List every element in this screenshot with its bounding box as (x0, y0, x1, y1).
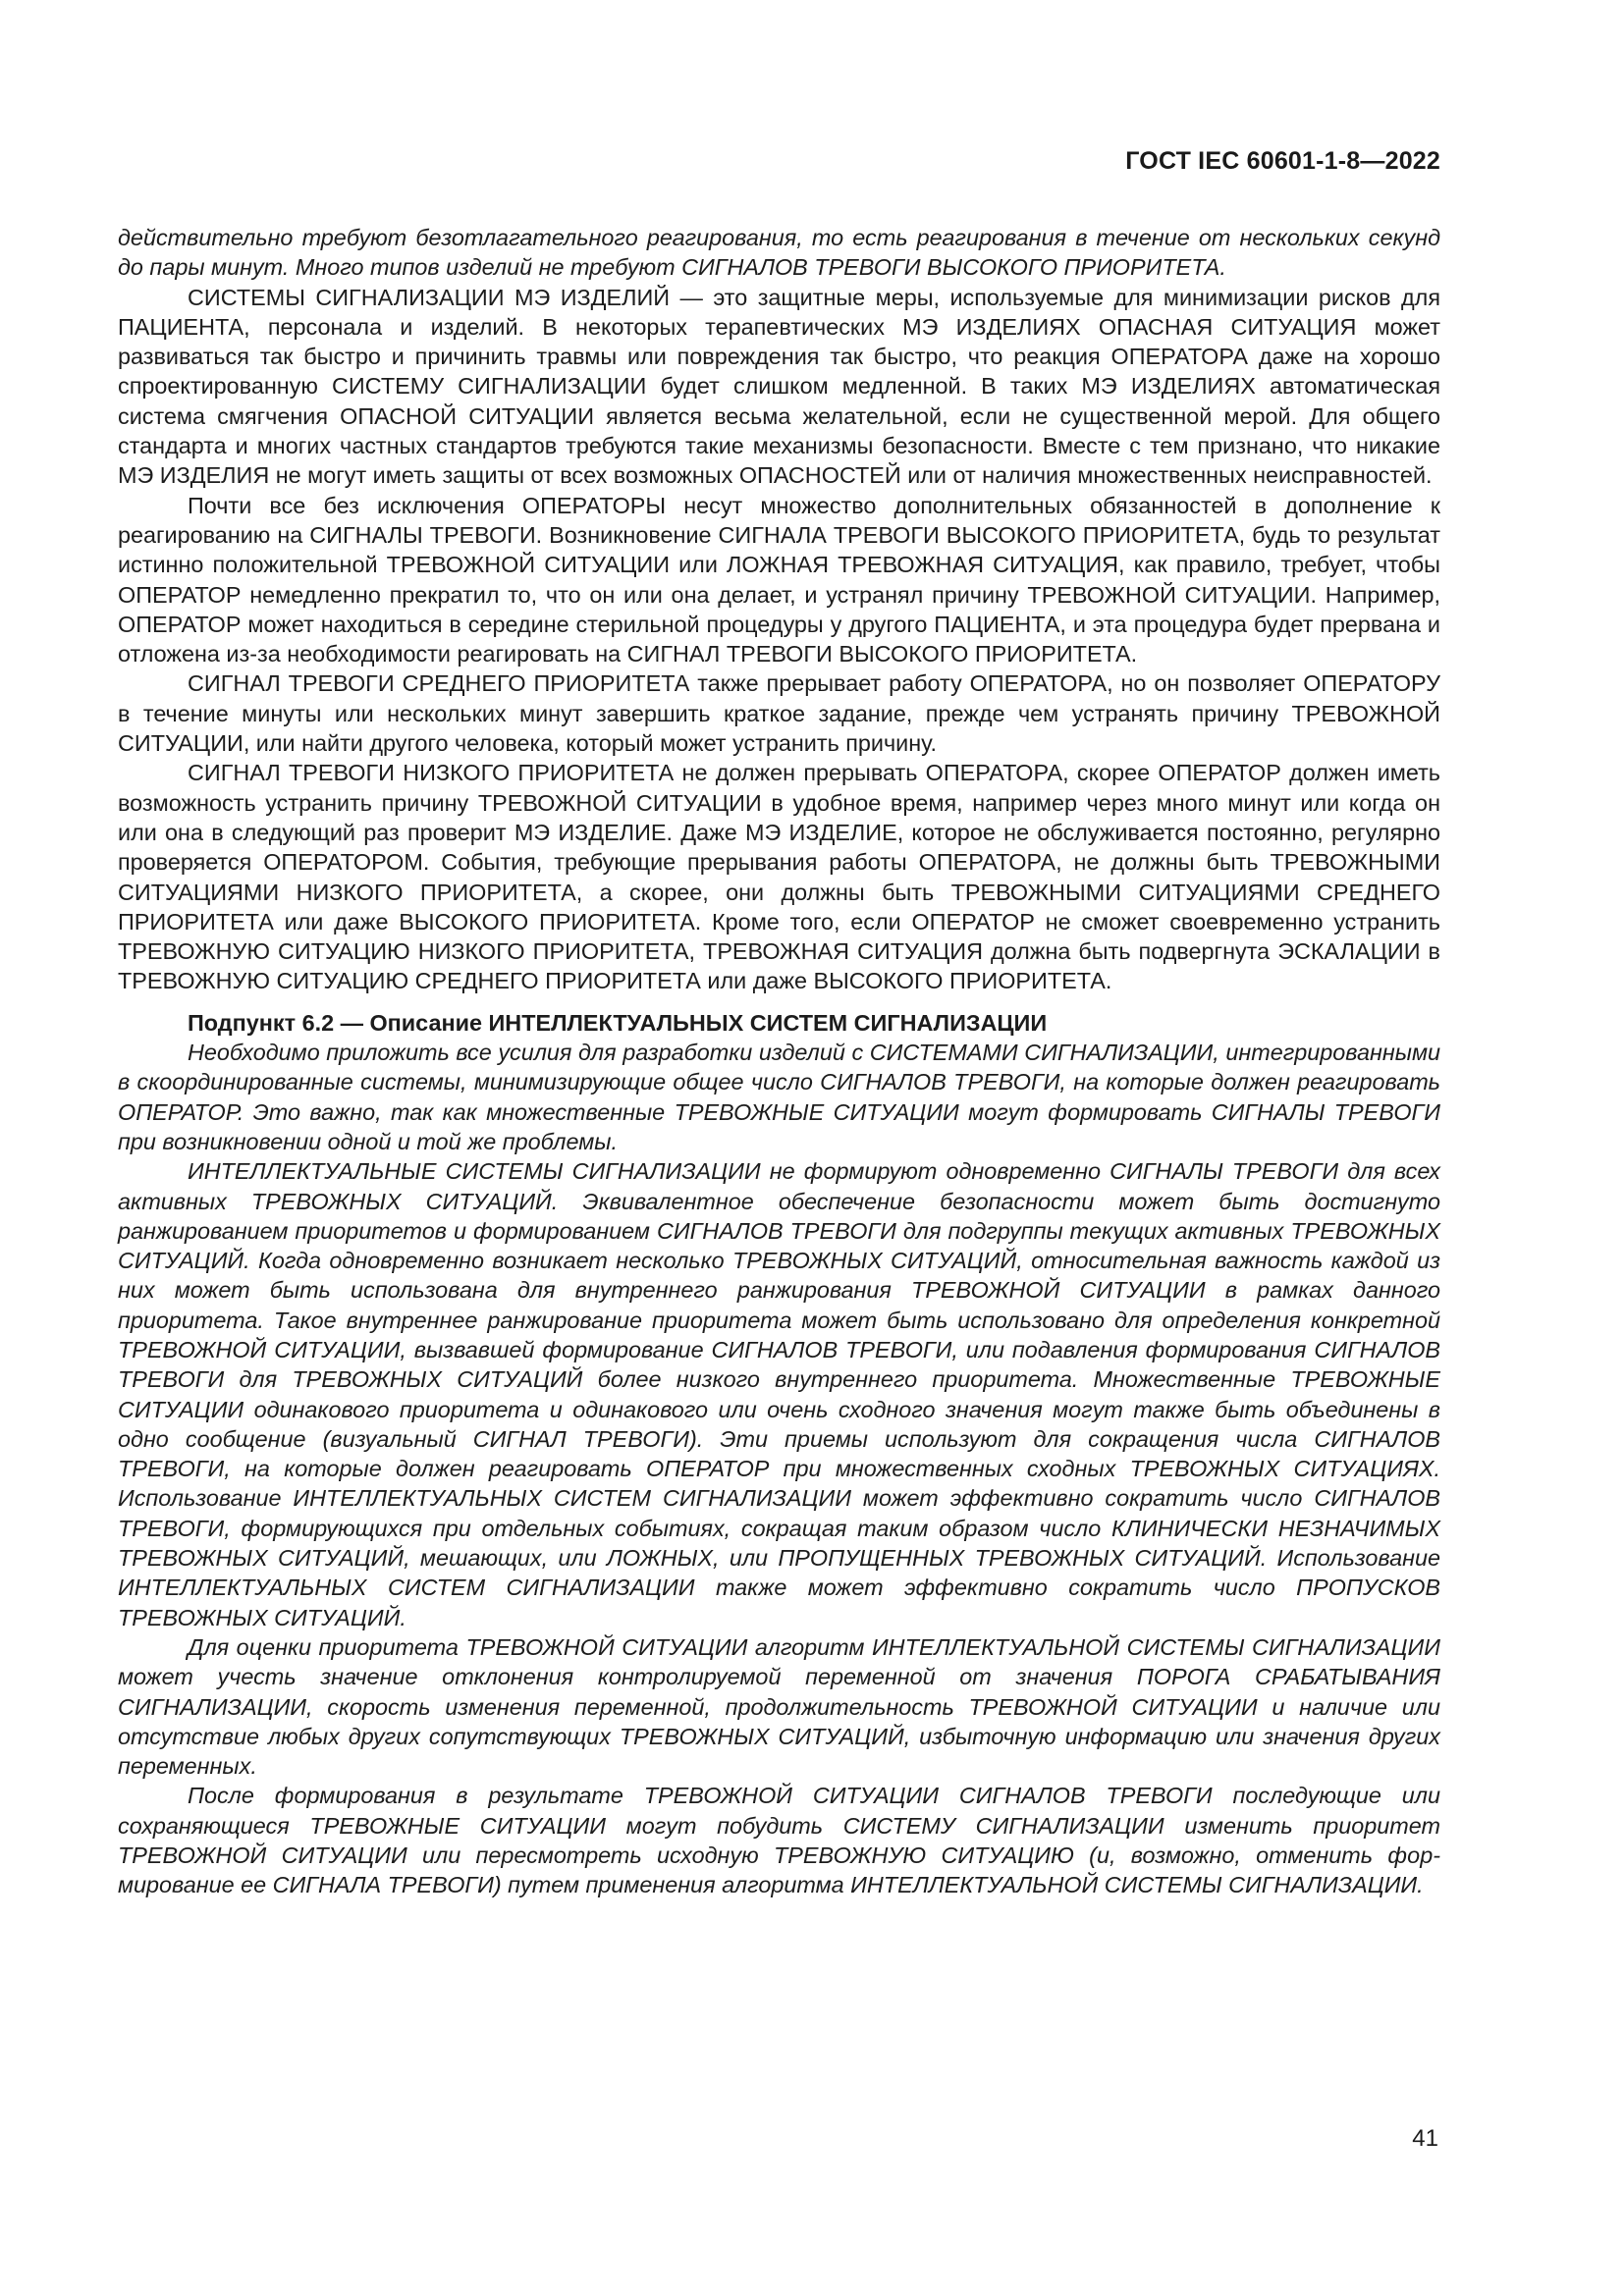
paragraph-italic: После формирования в результате ТРЕВОЖНОЙ СИТУАЦИИ СИГНАЛОВ ТРЕВОГИ последующие или сохраняющиеся ТРЕВОЖНЫЕ СИТУАЦИИ могут побудить СИСТЕМУ СИГНАЛИЗАЦИИ изменить приоритет ТРЕВОЖНОЙ СИТУАЦИИ или пересмотреть исходную ТРЕВОЖНУЮ СИТУАЦИЮ (и, возможно, отменить формирование ее СИГНАЛА ТРЕВОГИ) путем применения алгоритма ИНТЕЛЛЕКТУАЛЬНОЙ СИСТЕМЫ СИГНАЛИЗАЦИИ. (118, 1783, 1440, 1898)
paragraph: СИГНАЛ ТРЕВОГИ НИЗКОГО ПРИОРИТЕТА не должен прерывать ОПЕРАТОРА, скорее ОПЕРАТОР должен иметь возможность устранить причину ТРЕВОЖНОЙ СИТУАЦИИ в удобное время, например через много минут или когда он или она в следующий раз проверит МЭ ИЗДЕЛИЕ. Даже МЭ ИЗДЕЛИЕ, которое не обслуживается постоянно, регулярно проверяется ОПЕРАТОРОМ. События, требующие прерывания работы ОПЕРАТОРА, не должны быть ТРЕВОЖНЫМИ СИТУАЦИЯМИ НИЗКОГО ПРИОРИТЕТА, а скорее, они должны быть ТРЕВОЖНЫМИ СИТУАЦИЯМИ СРЕДНЕГО ПРИОРИТЕТА или даже ВЫСОКОГО ПРИОРИТЕТА. Кроме того, если ОПЕРАТОР не сможет своевременно устранить ТРЕВОЖНУЮ СИТУАЦИЮ НИЗКОГО ПРИОРИТЕТА, ТРЕВОЖНАЯ СИТУАЦИЯ должна быть подвергнута ЭСКАЛАЦИИ в ТРЕВОЖНУЮ СИТУАЦИЮ СРЕДНЕГО ПРИОРИТЕТА или даже ВЫСОКОГО ПРИОРИТЕТА. (118, 760, 1440, 994)
document-standard-code: ГОСТ IEC 60601-1-8—2022 (1125, 147, 1440, 175)
paragraph: СИСТЕМЫ СИГНАЛИЗАЦИИ МЭ ИЗДЕЛИЙ — это защитные меры, используемые для минимизации рисков для ПАЦИЕНТА, персонала и изделий. В некоторых терапевтических МЭ ИЗДЕЛИЯХ ОПАСНАЯ СИТУАЦИЯ может развиваться так быстро и причинить травмы или повреждения так быстро, что реакция ОПЕРАТОРА даже на хорошо спроектированную СИСТЕМУ СИГНАЛИЗАЦИИ будет слишком медленной. В таких МЭ ИЗДЕЛИЯХ автоматическая система смягчения ОПАСНОЙ СИТУАЦИИ является весьма желательной, если не существенной мерой. Для общего стандарта и многих частных стандартов требуются такие механизмы безопасности. Вместе с тем признано, что никакие МЭ ИЗДЕЛИЯ не могут иметь защиты от всех возможных ОПАСНОСТЕЙ или от наличия множественных неисправностей. (118, 284, 1440, 489)
paragraph-continuation: действительно требуют безотлагательного реагирования, то есть реагирования в течение от нескольких секунд до пары минут. Много типов изделий не требуют СИГНАЛОВ ТРЕВОГИ ВЫСОКОГО ПРИОРИТЕТА. (118, 225, 1440, 281)
paragraph-italic: ИНТЕЛЛЕКТУАЛЬНЫЕ СИСТЕМЫ СИГНАЛИЗАЦИИ не формируют одновременно СИГНАЛЫ ТРЕВОГИ для всех активных ТРЕВОЖНЫХ СИТУАЦИЙ. Эквивалентное обеспечение безопасности может быть достигнуто ранжированием приоритетов и формированием СИГНАЛОВ ТРЕВОГИ для подгруппы текущих активных ТРЕВОЖНЫХ СИТУАЦИЙ. Когда одновременно возникает несколько ТРЕВОЖНЫХ СИТУАЦИЙ, относительная важность каждой из них может быть использована для внутреннего ранжирования ТРЕВОЖНОЙ СИТУАЦИИ в рамках данного приоритета. Такое внутреннее ранжирование приоритета может быть использовано для определения конкретной ТРЕВОЖНОЙ СИТУАЦИИ, вызвавшей формирование СИГНАЛОВ ТРЕВОГИ, или подавления формирования СИГНАЛОВ ТРЕВОГИ для ТРЕВОЖНЫХ СИТУАЦИЙ более низкого внутреннего приоритета. Множественные ТРЕВОЖНЫЕ СИТУАЦИИ одинакового приоритета и одинакового или очень сходного значения могут также быть объединены в одно сообщение (визуальный СИГНАЛ ТРЕВОГИ). Эти приемы используют для сокращения числа СИГНАЛОВ ТРЕВОГИ, на которые должен реагировать ОПЕРАТОР при множественных сходных ТРЕВОЖНЫХ СИТУАЦИЯХ. Использование ИНТЕЛЛЕКТУАЛЬНЫХ СИСТЕМ СИГНАЛИЗАЦИИ может эффективно сократить число СИГНАЛОВ ТРЕВОГИ, формирующихся при отдельных событиях, сокращая таким образом число КЛИНИЧЕСКИ НЕЗНАЧИМЫХ ТРЕВОЖНЫХ СИТУАЦИЙ, мешающих, или ЛОЖНЫХ, или ПРОПУЩЕННЫХ ТРЕВОЖНЫХ СИТУАЦИЙ. Использование ИНТЕЛЛЕКТУАЛЬНЫХ СИСТЕМ СИГНАЛИЗАЦИИ также может эффективно сократить число ПРОПУСКОВ ТРЕВОЖНЫХ СИТУАЦИЙ. (118, 1158, 1440, 1630)
page-number: 41 (1412, 2125, 1438, 2152)
subsection-heading: Подпункт 6.2 — Описание ИНТЕЛЛЕКТУАЛЬНЫХ СИСТЕМ СИГНАЛИЗАЦИИ (188, 1009, 1048, 1036)
paragraph-italic: Для оценки приоритета ТРЕВОЖНОЙ СИТУАЦИИ алгоритм ИНТЕЛЛЕКТУАЛЬНОЙ СИСТЕМЫ СИГНАЛИЗАЦИИ может учесть значение отклонения контролируемой переменной от значения ПОРОГА СРАБАТЫВАНИЯ СИГНАЛИЗАЦИИ, скорость изменения переменной, продолжительность ТРЕВОЖНОЙ СИТУАЦИИ и наличие или отсутствие любых других сопутствующих ТРЕВОЖНЫХ СИТУАЦИЙ, избыточную информацию или значения других переменных. (118, 1633, 1440, 1780)
paragraph-italic: Необходимо приложить все усилия для разработки изделий с СИСТЕМАМИ СИГНАЛИЗАЦИИ, интегрированными в скоординированные системы, минимизирующие общее число СИГНАЛОВ ТРЕВОГИ, на которые должен реагировать ОПЕРАТОР. Это важно, так как множественные ТРЕВОЖНЫЕ СИТУАЦИИ могут формировать СИГНАЛЫ ТРЕВОГИ при возникновении одной и той же проблемы. (118, 1040, 1440, 1154)
paragraph: СИГНАЛ ТРЕВОГИ СРЕДНЕГО ПРИОРИТЕТА также прерывает работу ОПЕРАТОРА, но он позволяет ОПЕРАТОРУ в течение минуты или нескольких минут завершить краткое задание, прежде чем устранять причину ТРЕВОЖНОЙ СИТУАЦИИ, или найти другого человека, который может устранить причину. (118, 670, 1440, 757)
paragraph: Почти все без исключения ОПЕРАТОРЫ несут множество дополнительных обязанностей в дополнение к реагированию на СИГНАЛЫ ТРЕВОГИ. Возникновение СИГНАЛА ТРЕВОГИ ВЫСОКОГО ПРИОРИТЕТА, будь то результат истинно положительной ТРЕВОЖНОЙ СИТУАЦИИ или ЛОЖНАЯ ТРЕВОЖНАЯ СИТУАЦИЯ, как правило, требует, чтобы ОПЕРАТОР немедленно прекратил то, что он или она делает, и устранял причину ТРЕВОЖНОЙ СИТУАЦИИ. Например, ОПЕРАТОР может находиться в середине стерильной процедуры у другого ПАЦИЕНТА, и эта процедура будет прервана и отложена из-за необходимости реагировать на СИГНАЛ ТРЕВОГИ ВЫСОКОГО ПРИОРИТЕТА. (118, 492, 1440, 667)
document-body (118, 223, 1440, 1900)
